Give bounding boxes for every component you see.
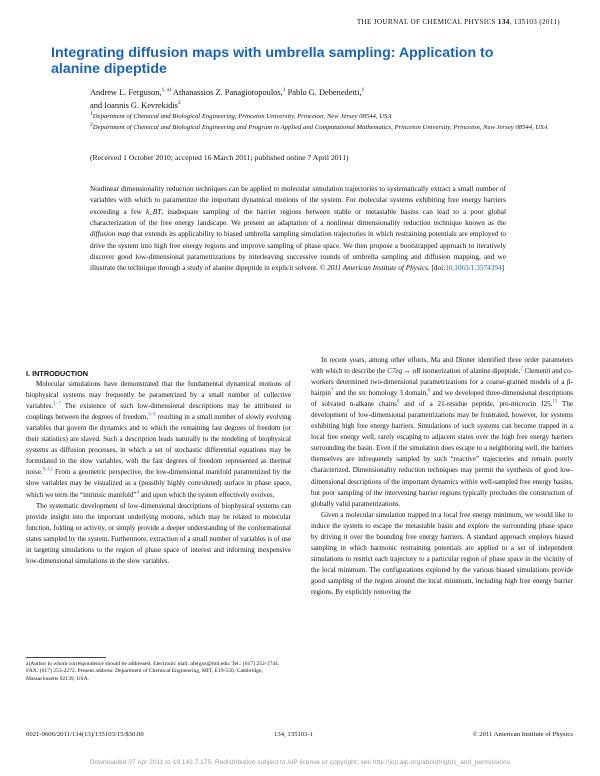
received-dates: (Received 1 October 2010; accepted 16 March 2011; published online 7 April 2011) (90, 153, 349, 162)
author-name: Andrew L. Ferguson, (90, 87, 162, 97)
citation-link[interactable]: 9–12 (42, 468, 53, 474)
citation-link[interactable]: 8 (396, 399, 400, 405)
footer-copyright: © 2011 American Institute of Physics (472, 731, 573, 738)
citation-link[interactable]: 3–9 (148, 412, 156, 418)
paragraph-text: In recent years, among other efforts, Ma and Dinner identified three order parameters with which to describe the (311, 356, 573, 376)
footnote-divider (26, 657, 106, 658)
left-column (26, 368, 291, 567)
author-affil-mark: 2 (177, 99, 181, 106)
paragraph-text: Molecular simulations have demonstrated that the fundamental dynamical motions of biophysical systems may frequently be parametrized by a small number of collective variables. (26, 380, 291, 411)
journal-name: THE JOURNAL OF CHEMICAL PHYSICS (356, 18, 496, 26)
paragraph-text: and upon which the system effectively evolves. (139, 490, 275, 499)
right-column (311, 355, 573, 598)
paragraph-text: well-sampled free energy basins, but poor sampling of the intervening barrier regions typically precludes the construction of globally valid parametrizations. (311, 477, 573, 508)
doi-link[interactable]: 10.1063/1.3574394 (445, 264, 502, 273)
citation-link[interactable]: 4 (136, 490, 140, 496)
abstract-text: [doi: (429, 264, 446, 273)
abstract-term: diffusion map (90, 230, 130, 239)
abstract-copyright: 2011 American Institute of Physics. (327, 264, 430, 273)
section-heading: I. INTRODUCTION (26, 369, 89, 378)
affiliation-mark: 1 (90, 111, 93, 117)
article-number: 135103 (513, 18, 538, 26)
journal-running-header: THE JOURNAL OF CHEMICAL PHYSICS 134, 135103 (2011) (356, 18, 560, 26)
paragraph-text: The existence of such low-dimensional descriptions may be attributed to couplings between the degrees of freedom, (26, 402, 291, 422)
citation-link[interactable]: 7 (330, 388, 334, 394)
math-expression: C7eq ↔ αR (387, 367, 421, 376)
affiliation-text: Department of Chemical and Biological Engineering and Program in Applied and Computational Mathematics, Princeton University, Princeton, New Jersey 08544, USA (92, 124, 548, 132)
paragraph-text: and of a 21-residue peptide, pro-microcin J25. (399, 400, 553, 409)
article-title: Integrating diffusion maps with umbrella sampling: Application to alanine dipeptide (51, 45, 494, 77)
affiliations (90, 110, 560, 132)
paragraph-text: Clementi and co-workers determined two-dimensional parametrizations for a coarse-grained models of a β-hairpin (311, 367, 573, 398)
paragraph (26, 379, 291, 501)
journal-volume: 134 (497, 18, 510, 26)
download-notice: Downloaded 07 Apr 2011 to 18.142.7.175. Redistribution subject to AIP license or copyright; see http://jcp.aip.org/about/rights_and_permissions (89, 759, 511, 766)
abstract (90, 184, 506, 275)
emphasis: within (460, 477, 478, 486)
footer-page: 134, 135103-1 (274, 731, 314, 738)
affiliation-mark: 2 (90, 122, 93, 129)
abstract-text: Nonlinear dimensionality reduction techniques can be applied to molecular simulation trajectories to systematically extract a small number of variables with which to parametrize the important dynamical motions of the system. For molecular systems exhibiting free energy barriers exceeding a few (90, 185, 506, 216)
author-name: Pablo G. Debenedetti, (287, 87, 362, 97)
citation-link[interactable]: 1–7 (53, 401, 61, 407)
journal-year: (2011) (539, 18, 560, 26)
paragraph-text: resulting in a small number of slowly evolving variables that govern the dynamics and to which the remaining fast degrees of freedom (or their statistics) are slaved. Such a description leads naturally to the modeling of biophysical systems as diffusion processes, in which a set of stochastic differential equations may be formulated in the slow variables, with the fast degrees of freedom represented as thermal noise. (26, 413, 292, 477)
author-affil-mark: 1 (361, 87, 365, 93)
citation-link[interactable]: 6 (427, 388, 431, 394)
paragraph: Given a molecular simulation trapped in a local free energy minimum, we would like to induce the system to escape the metastable basin and explore the surrounding phase space by driving it over the bounding free energy barriers. A standard approach employs biased sampling in which harmonic restraining potentials are applied to a set of independent simulations to restrict each trajectory to a particular region of phase space in the vicinity of the local minimum. The configurations explored by the various biased simulations provide good sampling of the region around the local minimum, including high free energy barrier regions. By explicitly removing the (311, 510, 573, 596)
citation-link[interactable]: 2 (520, 366, 523, 372)
abstract-math: k_BT (145, 207, 162, 216)
paragraph-text: and we developed three-dimensional descriptions of solvated n-alkane chains (311, 389, 573, 409)
author-name: Athanassios Z. Panagiotopoulos, (172, 87, 283, 97)
abstract-text: ] (501, 264, 505, 273)
author-name: and Ioannis G. Kevrekidis (90, 100, 178, 110)
paragraph (311, 355, 573, 510)
affiliation-item (90, 110, 560, 121)
author-list (90, 85, 560, 111)
citation-link[interactable]: 13 (552, 399, 558, 405)
paragraph-text: and the src homology 3 domain, (333, 389, 428, 398)
abstract-text: , inadequate sampling of the barrier regions between stable or metastable basins can lead to a poor global characterization of the free energy landscape. We present an adaptation of a nonlinear dimensionality reduction technique known as the (90, 207, 506, 228)
footnote: a)Author to whom correspondence should be addressed. Electronic mail: afergus@mit.edu. Tel.: (617) 252-1744. FAX: (617) 253-2272. Present address: Department of Chemical Engineering, MIT, E19-550, Cambridge, Massachusetts 02139, USA. (26, 661, 280, 682)
abstract-text: that extends its applicability to biased umbrella sampling simulation trajectories in which restraining potentials are employed to drive the system into high free energy regions and improve sampling of phase space. We then propose a bootstrapped approach to iteratively discover good low-dimensional parametrizations by interleaving successive rounds of umbrella sampling and diffusion mapping, and we illustrate the technique through a study of alanine dipeptide in explicit solvent. © (90, 230, 507, 273)
paragraph-text: isomerization of alanine dipeptide, (420, 367, 521, 376)
footer-issn: 0021-9606/2011/134(13)/135103/15/$30.00 (26, 731, 144, 738)
paragraph-text: From a geometric perspective, the low-dimensional manifold parametrized by the slow variables may be visualized as a (possibly highly convoluted) surface in phase space, which we term the “intrinsic manifold” (26, 468, 291, 499)
paragraph-text: The development of low-dimensional parametrizations may be frustrated, however, for systems exhibiting high free energy barriers. Simulations of such systems can become trapped in a local free energy well, rarely escaping to adjacent states over the high free energy barriers surrounding the basin. Even if the simulation does escape to a neighboring well, the barriers themselves are infrequently sampled by such “reactive” trajectories and remain poorly characterized. Dimensionality reduction techniques may permit the synthesis of good low-dimensional descriptions of the important dynamics (311, 400, 573, 486)
affiliation-text: Department of Chemical and Biological Engineering, Princeton University, Princeton, New Jersey 08544, USA (92, 113, 392, 121)
author-affil-mark: 1, a) (161, 87, 172, 93)
author-affil-mark: 1 (282, 87, 286, 93)
affiliation-item (90, 121, 560, 132)
paragraph: The systematic development of low-dimensional descriptions of biophysical systems can provide insight into the important underlying motions, which may be related to molecular function, folding or activity, or simply provide a deeper understanding of the conformational states sampled by the system. Furthermore, extraction of a small number of variables is of use in targeting simulations to the region of phase space of interest and informing inexpensive low-dimensional simulations in the slow variables. (26, 501, 291, 565)
